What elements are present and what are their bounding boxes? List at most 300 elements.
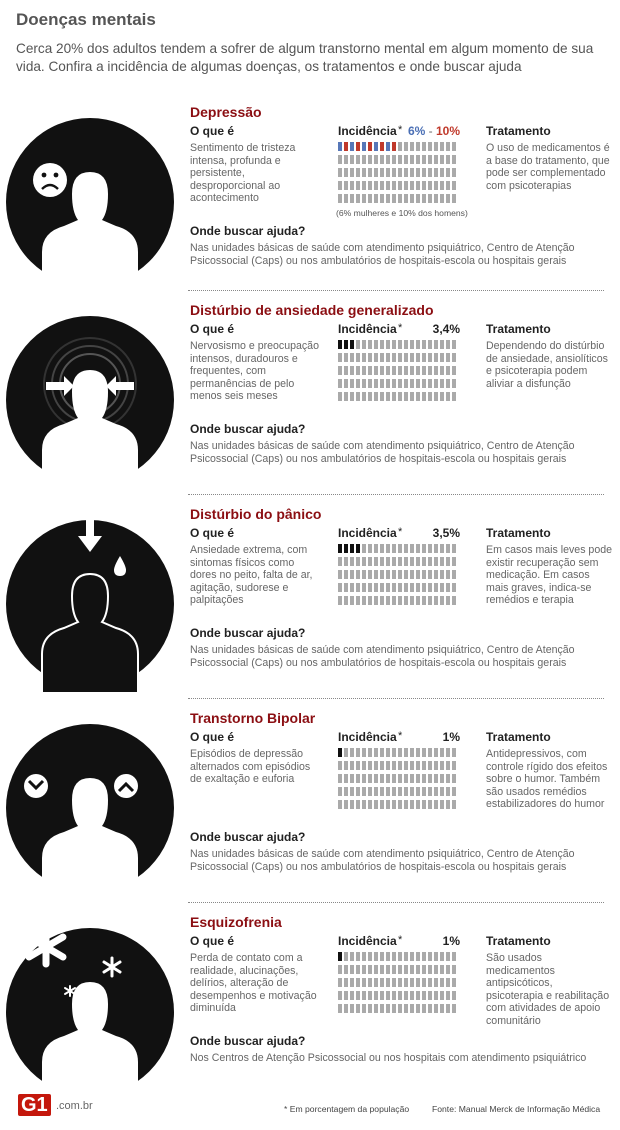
incidence-cell xyxy=(428,952,432,961)
incidence-row xyxy=(338,124,460,138)
incidence-cell xyxy=(362,142,366,151)
incidence-cell xyxy=(338,761,342,770)
incidence-cell xyxy=(386,1004,390,1013)
incidence-mark: * xyxy=(398,322,403,334)
incidence-cell xyxy=(392,978,396,987)
incidence-cell xyxy=(344,142,348,151)
incidence-cell xyxy=(338,991,342,1000)
incidence-cell xyxy=(356,596,360,605)
incidence-cell xyxy=(350,544,354,553)
incidence-cell xyxy=(434,952,438,961)
incidence-cell xyxy=(446,1004,450,1013)
incidence-cell xyxy=(386,168,390,177)
incidence-cell xyxy=(398,800,402,809)
incidence-cell xyxy=(338,544,342,553)
incidence-cell xyxy=(386,800,390,809)
incidence-cell xyxy=(386,181,390,190)
incidence-cell xyxy=(446,155,450,164)
incidence-cell xyxy=(422,583,426,592)
incidence-cell xyxy=(446,774,450,783)
incidence-value: 1% xyxy=(442,934,460,948)
incidence-cell xyxy=(428,596,432,605)
incidence-cell xyxy=(380,748,384,757)
incidence-cell xyxy=(344,978,348,987)
incidence-cell xyxy=(368,168,372,177)
incidence-cell xyxy=(392,596,396,605)
incidence-cell xyxy=(410,366,414,375)
incidence-cell xyxy=(368,774,372,783)
help-heading: Onde buscar ajuda? xyxy=(190,224,306,238)
incidence-cell xyxy=(380,557,384,566)
incidence-cell xyxy=(368,952,372,961)
incidence-cell xyxy=(356,991,360,1000)
incidence-heading: Incidência xyxy=(338,124,397,138)
incidence-cell xyxy=(344,168,348,177)
treatment-text: Em casos mais leves pode existir recuperação sem medicação. Em casos mais graves, indica-se remédios e terapia xyxy=(486,544,613,607)
incidence-cell xyxy=(338,748,342,757)
incidence-cell xyxy=(356,168,360,177)
incidence-heading: Incidência xyxy=(338,730,397,744)
incidence-cell xyxy=(344,570,348,579)
incidence-cell xyxy=(362,991,366,1000)
incidence-cell xyxy=(452,194,456,203)
incidence-cell xyxy=(398,978,402,987)
incidence-cell xyxy=(404,340,408,349)
incidence-cell xyxy=(350,991,354,1000)
incidence-cell xyxy=(380,142,384,151)
incidence-cell xyxy=(362,761,366,770)
incidence-cell xyxy=(374,965,378,974)
incidence-cell xyxy=(446,596,450,605)
incidence-cell xyxy=(392,965,396,974)
incidence-heading: Incidência xyxy=(338,322,397,336)
incidence-cell xyxy=(386,570,390,579)
incidence-cell xyxy=(356,392,360,401)
incidence-cell xyxy=(398,168,402,177)
treatment-text: O uso de medicamentos é a base do tratamento, que pode ser complementado com psicoterapias xyxy=(486,142,610,192)
incidence-cell xyxy=(440,340,444,349)
incidence-cell xyxy=(350,142,354,151)
incidence-cell xyxy=(398,392,402,401)
incidence-cell xyxy=(452,155,456,164)
section-title: Transtorno Bipolar xyxy=(190,710,316,726)
incidence-cell xyxy=(398,965,402,974)
incidence-cell xyxy=(380,596,384,605)
incidence-cell xyxy=(338,570,342,579)
incidence-cell xyxy=(380,800,384,809)
incidence-cell xyxy=(422,787,426,796)
incidence-cell xyxy=(434,353,438,362)
incidence-cell xyxy=(416,570,420,579)
incidence-cell xyxy=(344,392,348,401)
incidence-cell xyxy=(404,978,408,987)
incidence-cell xyxy=(410,181,414,190)
incidence-cell xyxy=(416,583,420,592)
incidence-cell xyxy=(428,800,432,809)
incidence-cell xyxy=(368,379,372,388)
incidence-cell xyxy=(338,155,342,164)
incidence-cell xyxy=(344,991,348,1000)
incidence-cell xyxy=(428,583,432,592)
incidence-cell xyxy=(386,366,390,375)
logo-mark: G1 xyxy=(18,1094,51,1116)
incidence-cell xyxy=(338,787,342,796)
incidence-cell xyxy=(392,748,396,757)
incidence-cell xyxy=(374,787,378,796)
incidence-mark: * xyxy=(398,124,403,136)
incidence-value xyxy=(408,124,460,138)
incidence-cell xyxy=(434,194,438,203)
incidence-cell xyxy=(422,155,426,164)
incidence-cell xyxy=(368,570,372,579)
incidence-cell xyxy=(344,800,348,809)
incidence-cell xyxy=(446,952,450,961)
incidence-cell xyxy=(344,952,348,961)
incidence-cell xyxy=(344,366,348,375)
incidence-cell xyxy=(404,353,408,362)
incidence-cell xyxy=(350,952,354,961)
incidence-cell xyxy=(344,340,348,349)
incidence-cell xyxy=(392,340,396,349)
incidence-grid xyxy=(338,544,460,609)
incidence-cell xyxy=(368,800,372,809)
incidence-cell xyxy=(350,570,354,579)
incidence-cell xyxy=(338,194,342,203)
incidence-cell xyxy=(362,379,366,388)
treatment-heading: Tratamento xyxy=(486,934,551,948)
incidence-cell xyxy=(428,392,432,401)
incidence-cell xyxy=(356,570,360,579)
what-heading: O que é xyxy=(190,526,235,540)
pressure-arrows-icon xyxy=(2,312,178,488)
incidence-women: 6% xyxy=(407,124,426,138)
incidence-cell xyxy=(428,1004,432,1013)
incidence-cell xyxy=(416,557,420,566)
incidence-cell xyxy=(452,774,456,783)
incidence-cell xyxy=(452,181,456,190)
incidence-cell xyxy=(440,952,444,961)
incidence-cell xyxy=(404,583,408,592)
incidence-cell xyxy=(410,168,414,177)
incidence-cell xyxy=(428,570,432,579)
incidence-cell xyxy=(440,557,444,566)
incidence-cell xyxy=(440,392,444,401)
incidence-cell xyxy=(398,142,402,151)
incidence-cell xyxy=(374,379,378,388)
incidence-cell xyxy=(368,544,372,553)
what-text: Ansiedade extrema, com sintomas físicos como dores no peito, falta de ar, agitação, sudorese e palpitações xyxy=(190,544,313,607)
incidence-cell xyxy=(344,353,348,362)
incidence-cell xyxy=(398,596,402,605)
incidence-cell xyxy=(380,583,384,592)
what-heading: O que é xyxy=(190,124,235,138)
incidence-cell xyxy=(374,392,378,401)
incidence-cell xyxy=(452,1004,456,1013)
incidence-cell xyxy=(362,748,366,757)
help-heading: Onde buscar ajuda? xyxy=(190,1034,306,1048)
incidence-cell xyxy=(440,353,444,362)
incidence-cell xyxy=(368,353,372,362)
incidence-cell xyxy=(344,596,348,605)
incidence-cell xyxy=(362,774,366,783)
incidence-cell xyxy=(338,168,342,177)
incidence-cell xyxy=(380,978,384,987)
incidence-cell xyxy=(428,748,432,757)
page-subtitle: Cerca 20% dos adultos tendem a sofrer de algum transtorno mental em algum momento de sua vida. Confira a incidência de algumas doenças, os tratamentos e onde buscar ajuda xyxy=(16,41,594,74)
section-divider xyxy=(188,902,604,903)
incidence-cell xyxy=(398,952,402,961)
incidence-cell xyxy=(398,557,402,566)
incidence-cell xyxy=(422,1004,426,1013)
incidence-cell xyxy=(446,800,450,809)
incidence-cell xyxy=(344,787,348,796)
incidence-cell xyxy=(404,557,408,566)
incidence-cell xyxy=(338,583,342,592)
treatment-heading: Tratamento xyxy=(486,526,551,540)
incidence-cell xyxy=(404,787,408,796)
page-title: Doenças mentais xyxy=(16,10,156,29)
incidence-cell xyxy=(350,557,354,566)
incidence-value: 3,4% xyxy=(432,322,460,336)
what-text: Nervosismo e preocupação intensos, duradouros e frequentes, com permanências de pelo menos seis meses xyxy=(190,340,319,403)
incidence-cell xyxy=(368,583,372,592)
incidence-cell xyxy=(392,787,396,796)
incidence-cell xyxy=(398,787,402,796)
incidence-cell xyxy=(350,774,354,783)
incidence-cell xyxy=(428,181,432,190)
incidence-cell xyxy=(452,761,456,770)
incidence-cell xyxy=(410,544,414,553)
incidence-cell xyxy=(368,366,372,375)
incidence-cell xyxy=(422,761,426,770)
incidence-cell xyxy=(416,800,420,809)
incidence-cell xyxy=(404,991,408,1000)
incidence-cell xyxy=(434,557,438,566)
incidence-cell xyxy=(338,965,342,974)
incidence-cell xyxy=(356,965,360,974)
incidence-cell xyxy=(380,366,384,375)
incidence-cell xyxy=(410,952,414,961)
incidence-cell xyxy=(404,379,408,388)
section-divider xyxy=(188,494,604,495)
incidence-cell xyxy=(452,557,456,566)
incidence-cell xyxy=(404,544,408,553)
incidence-cell xyxy=(338,557,342,566)
incidence-cell xyxy=(422,991,426,1000)
incidence-cell xyxy=(374,557,378,566)
incidence-cell xyxy=(374,583,378,592)
incidence-cell xyxy=(422,181,426,190)
incidence-cell xyxy=(338,392,342,401)
incidence-cell xyxy=(374,570,378,579)
incidence-cell xyxy=(338,1004,342,1013)
incidence-cell xyxy=(410,155,414,164)
incidence-cell xyxy=(404,155,408,164)
incidence-cell xyxy=(386,978,390,987)
incidence-cell xyxy=(362,353,366,362)
incidence-cell xyxy=(422,142,426,151)
incidence-grid xyxy=(338,340,460,405)
incidence-cell xyxy=(392,194,396,203)
incidence-cell xyxy=(410,800,414,809)
incidence-cell xyxy=(350,978,354,987)
incidence-cell xyxy=(380,194,384,203)
incidence-cell xyxy=(404,194,408,203)
incidence-cell xyxy=(350,761,354,770)
incidence-cell xyxy=(344,379,348,388)
incidence-cell xyxy=(368,965,372,974)
incidence-separator: - xyxy=(428,124,433,138)
incidence-cell xyxy=(410,392,414,401)
incidence-cell xyxy=(344,583,348,592)
incidence-cell xyxy=(368,748,372,757)
incidence-cell xyxy=(338,774,342,783)
incidence-grid xyxy=(338,142,460,207)
incidence-cell xyxy=(416,392,420,401)
incidence-cell xyxy=(386,155,390,164)
incidence-cell xyxy=(338,366,342,375)
incidence-cell xyxy=(440,379,444,388)
incidence-cell xyxy=(392,800,396,809)
incidence-value: 3,5% xyxy=(432,526,460,540)
what-heading: O que é xyxy=(190,730,235,744)
incidence-cell xyxy=(374,991,378,1000)
incidence-cell xyxy=(434,181,438,190)
incidence-cell xyxy=(392,583,396,592)
incidence-cell xyxy=(392,366,396,375)
g1-logo[interactable] xyxy=(18,1094,108,1116)
incidence-cell xyxy=(380,168,384,177)
incidence-cell xyxy=(368,392,372,401)
treatment-text: Antidepressivos, com controle rígido dos efeitos sobre o humor. Também são usados remédios estabilizadores do humor xyxy=(486,748,608,811)
incidence-cell xyxy=(410,353,414,362)
incidence-cell xyxy=(356,155,360,164)
incidence-cell xyxy=(344,761,348,770)
incidence-cell xyxy=(356,774,360,783)
incidence-cell xyxy=(374,340,378,349)
section-esquizofrenia xyxy=(0,914,620,1104)
incidence-cell xyxy=(356,761,360,770)
incidence-cell xyxy=(434,978,438,987)
incidence-cell xyxy=(374,596,378,605)
incidence-cell xyxy=(386,544,390,553)
incidence-cell xyxy=(398,583,402,592)
incidence-cell xyxy=(368,557,372,566)
incidence-cell xyxy=(404,1004,408,1013)
incidence-cell xyxy=(350,379,354,388)
incidence-cell xyxy=(392,952,396,961)
help-text: Nas unidades básicas de saúde com atendimento psiquiátrico, Centro de Atenção Psicossocial (Caps) ou nos ambulatórios de hospitais-escola ou hospitais gerais xyxy=(190,644,575,669)
incidence-cell xyxy=(410,570,414,579)
incidence-cell xyxy=(416,366,420,375)
incidence-cell xyxy=(356,583,360,592)
footer-source: Fonte: Manual Merck de Informação Médica xyxy=(432,1104,601,1114)
what-heading: O que é xyxy=(190,934,235,948)
incidence-men: 10% xyxy=(435,124,460,138)
incidence-cell xyxy=(386,774,390,783)
logo-domain: .com.br xyxy=(56,1100,93,1112)
incidence-cell xyxy=(344,748,348,757)
incidence-cell xyxy=(368,340,372,349)
incidence-cell xyxy=(362,181,366,190)
incidence-cell xyxy=(392,557,396,566)
incidence-cell xyxy=(362,168,366,177)
incidence-cell xyxy=(416,774,420,783)
incidence-cell xyxy=(374,952,378,961)
incidence-cell xyxy=(404,952,408,961)
incidence-cell xyxy=(350,583,354,592)
incidence-cell xyxy=(440,774,444,783)
incidence-cell xyxy=(434,748,438,757)
incidence-cell xyxy=(392,392,396,401)
incidence-cell xyxy=(440,748,444,757)
incidence-cell xyxy=(338,379,342,388)
incidence-cell xyxy=(416,761,420,770)
incidence-cell xyxy=(428,155,432,164)
incidence-cell xyxy=(434,142,438,151)
incidence-cell xyxy=(362,1004,366,1013)
incidence-cell xyxy=(380,340,384,349)
incidence-cell xyxy=(344,155,348,164)
incidence-cell xyxy=(338,181,342,190)
incidence-cell xyxy=(446,991,450,1000)
incidence-cell xyxy=(410,965,414,974)
incidence-cell xyxy=(422,978,426,987)
incidence-cell xyxy=(452,544,456,553)
incidence-cell xyxy=(440,800,444,809)
incidence-cell xyxy=(356,544,360,553)
incidence-cell xyxy=(380,965,384,974)
incidence-cell xyxy=(362,978,366,987)
incidence-cell xyxy=(374,181,378,190)
incidence-cell xyxy=(362,596,366,605)
incidence-cell xyxy=(380,181,384,190)
incidence-cell xyxy=(434,596,438,605)
help-text: Nas unidades básicas de saúde com atendimento psiquiátrico, Centro de Atenção Psicossocial (Caps) ou nos ambulatórios de hospitais-escola ou hospitais gerais xyxy=(190,242,575,267)
incidence-cell xyxy=(428,991,432,1000)
incidence-cell xyxy=(428,194,432,203)
incidence-cell xyxy=(446,787,450,796)
incidence-row xyxy=(338,934,460,948)
incidence-cell xyxy=(398,353,402,362)
incidence-cell xyxy=(374,774,378,783)
incidence-cell xyxy=(350,181,354,190)
incidence-cell xyxy=(404,168,408,177)
incidence-cell xyxy=(356,181,360,190)
incidence-cell xyxy=(380,570,384,579)
incidence-cell xyxy=(446,544,450,553)
incidence-cell xyxy=(374,142,378,151)
incidence-cell xyxy=(380,155,384,164)
incidence-cell xyxy=(410,748,414,757)
incidence-cell xyxy=(404,366,408,375)
incidence-cell xyxy=(350,168,354,177)
incidence-cell xyxy=(362,557,366,566)
incidence-cell xyxy=(434,379,438,388)
incidence-cell xyxy=(362,570,366,579)
treatment-heading: Tratamento xyxy=(486,124,551,138)
incidence-cell xyxy=(446,965,450,974)
footer-note: * Em porcentagem da população xyxy=(284,1104,410,1114)
incidence-cell xyxy=(452,379,456,388)
incidence-cell xyxy=(386,787,390,796)
incidence-cell xyxy=(398,366,402,375)
incidence-cell xyxy=(422,557,426,566)
incidence-grid xyxy=(338,952,460,1017)
asterisks-icon xyxy=(2,924,178,1100)
incidence-cell xyxy=(380,787,384,796)
incidence-cell xyxy=(428,340,432,349)
